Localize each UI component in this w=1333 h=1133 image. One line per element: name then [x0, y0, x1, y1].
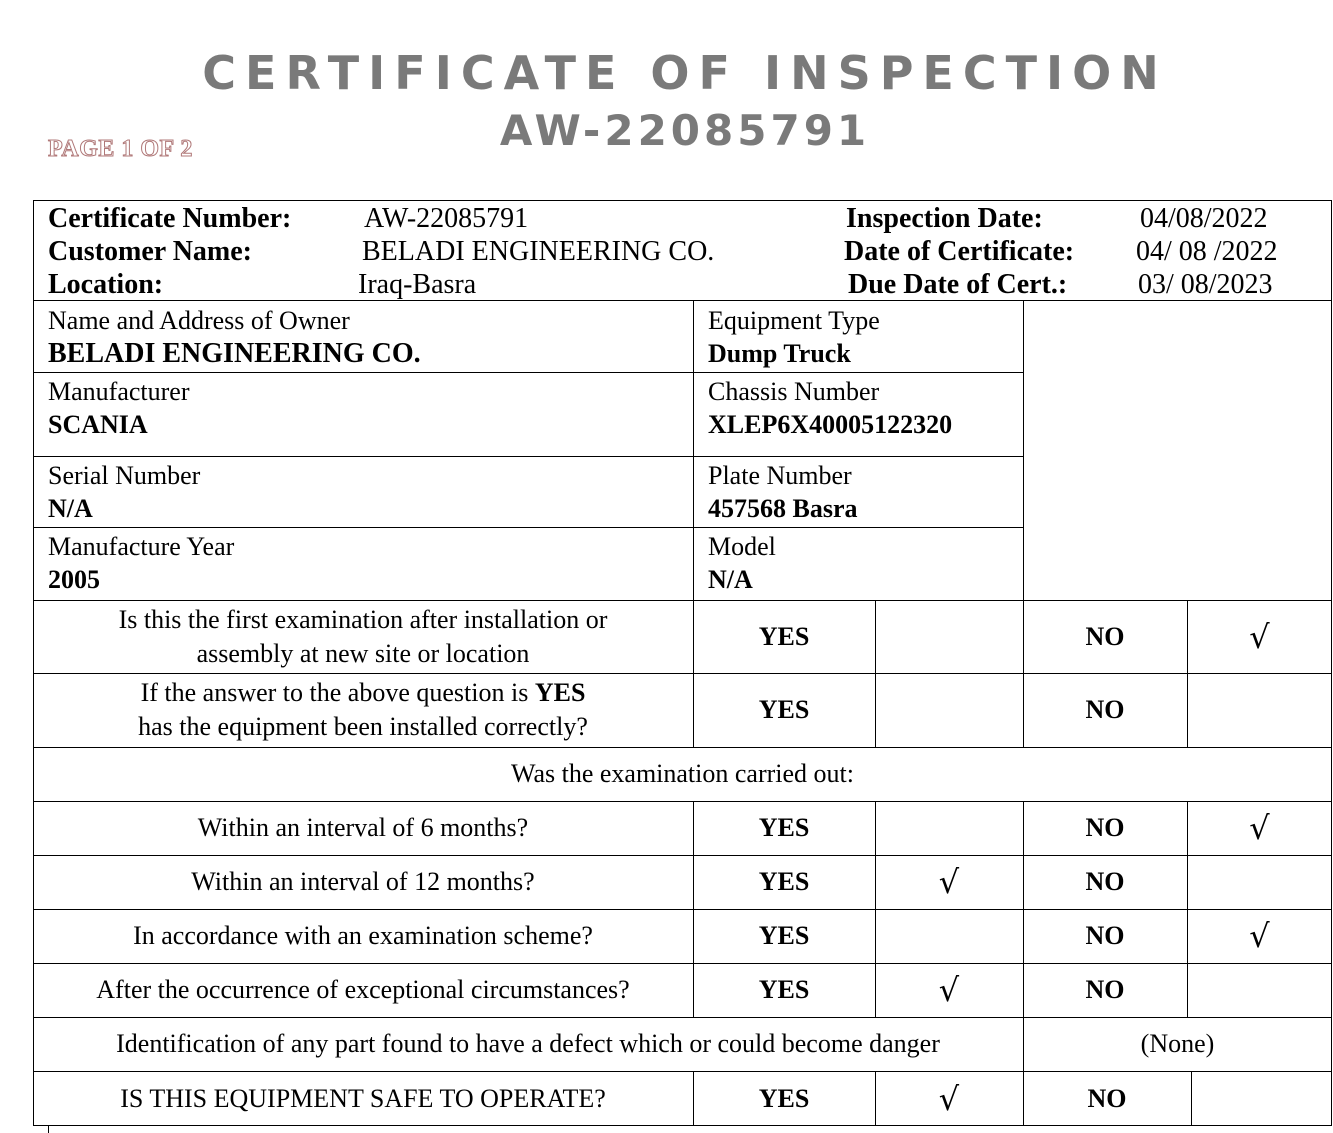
yes-label: YES [758, 1083, 810, 1113]
question-installed-correctly-pre: If the answer to the above question is [140, 678, 535, 707]
question-installed-correctly-bold: YES [534, 678, 586, 707]
due-date-label: Due Date of Cert.: [848, 269, 1068, 300]
chassis-number-value: XLEP6X40005122320 [708, 410, 953, 439]
certificate-title-number: AW-22085791 [499, 106, 871, 155]
divider [33, 300, 1332, 301]
check-mark-icon: √ [1249, 809, 1270, 847]
yes-label: YES [758, 867, 810, 896]
owner-label: Name and Address of Owner [48, 306, 350, 335]
examination-heading: Was the examination carried out: [510, 759, 854, 788]
yes-label: YES [758, 813, 810, 842]
cert-number-value: AW-22085791 [364, 203, 529, 234]
check-mark-icon: √ [1249, 617, 1270, 656]
check-mark-icon: √ [938, 971, 960, 1009]
no-label: NO [1087, 1083, 1127, 1113]
question-installed-correctly-line1 [141, 676, 586, 710]
page-indicator: PAGE 1 OF 2 [48, 136, 193, 162]
plate-number-value: 457568 Basra [708, 494, 858, 523]
model-label: Model [708, 532, 776, 561]
manufacturer-value: SCANIA [48, 410, 148, 439]
question-defect-identification: Identification of any part found to have a defect which or could become danger [116, 1029, 940, 1058]
manufacturer-label: Manufacturer [48, 377, 190, 406]
yes-label: YES [758, 921, 810, 950]
equipment-type-value: Dump Truck [708, 339, 851, 368]
location-value: Iraq-Basra [358, 269, 477, 300]
question-first-exam-line2: assembly at new site or location [196, 638, 530, 668]
question-installed-correctly [33, 673, 693, 747]
question-exam-scheme: In accordance with an examination scheme? [133, 921, 593, 950]
yes-label: YES [758, 621, 810, 651]
question-6-months: Within an interval of 6 months? [197, 813, 529, 842]
inspection-date-label: Inspection Date: [846, 203, 1043, 234]
divider [33, 527, 1023, 528]
divider [33, 456, 1023, 457]
question-first-exam-line1: Is this the first examination after installation or [118, 604, 608, 634]
equipment-type-label: Equipment Type [708, 306, 880, 335]
inspection-date-value: 04/08/2022 [1140, 203, 1268, 234]
certificate-title: CERTIFICATE OF INSPECTION [202, 46, 1168, 100]
plate-number-label: Plate Number [708, 461, 852, 490]
manufacture-year-value: 2005 [48, 565, 100, 594]
divider [33, 372, 1023, 373]
check-mark-icon: √ [938, 1079, 960, 1118]
check-mark-icon: √ [1249, 917, 1270, 955]
owner-value: BELADI ENGINEERING CO. [48, 338, 421, 369]
chassis-number-label: Chassis Number [708, 377, 880, 406]
model-value: N/A [708, 565, 753, 594]
no-label: NO [1085, 695, 1125, 724]
question-12-months: Within an interval of 12 months? [191, 867, 535, 896]
cert-date-value: 04/ 08 /2022 [1136, 236, 1278, 267]
no-label: NO [1085, 813, 1125, 842]
due-date-value: 03/ 08/2023 [1138, 269, 1273, 300]
serial-number-value: N/A [48, 494, 93, 523]
serial-number-label: Serial Number [48, 461, 201, 490]
location-label: Location: [48, 269, 164, 300]
question-installed-correctly-line2: has the equipment been installed correctly? [138, 712, 588, 741]
no-label: NO [1085, 867, 1125, 896]
question-safe-to-operate: IS THIS EQUIPMENT SAFE TO OPERATE? [120, 1083, 606, 1113]
yes-label: YES [758, 695, 810, 724]
customer-name-label: Customer Name: [48, 236, 252, 267]
no-label: NO [1085, 621, 1125, 651]
cert-date-label: Date of Certificate: [844, 236, 1075, 267]
question-first-exam [33, 600, 693, 673]
yes-label: YES [758, 975, 810, 1004]
divider [875, 600, 876, 747]
divider [1191, 1071, 1192, 1126]
no-label: NO [1085, 921, 1125, 950]
manufacture-year-label: Manufacture Year [48, 532, 235, 561]
check-mark-icon: √ [938, 863, 960, 901]
question-exceptional-circumstances: After the occurrence of exceptional circumstances? [96, 975, 630, 1004]
text-cursor [48, 1125, 49, 1133]
defect-answer: (None) [1140, 1029, 1215, 1058]
customer-name-value: BELADI ENGINEERING CO. [362, 236, 715, 267]
cert-number-label: Certificate Number: [48, 203, 292, 234]
no-label: NO [1085, 975, 1125, 1004]
